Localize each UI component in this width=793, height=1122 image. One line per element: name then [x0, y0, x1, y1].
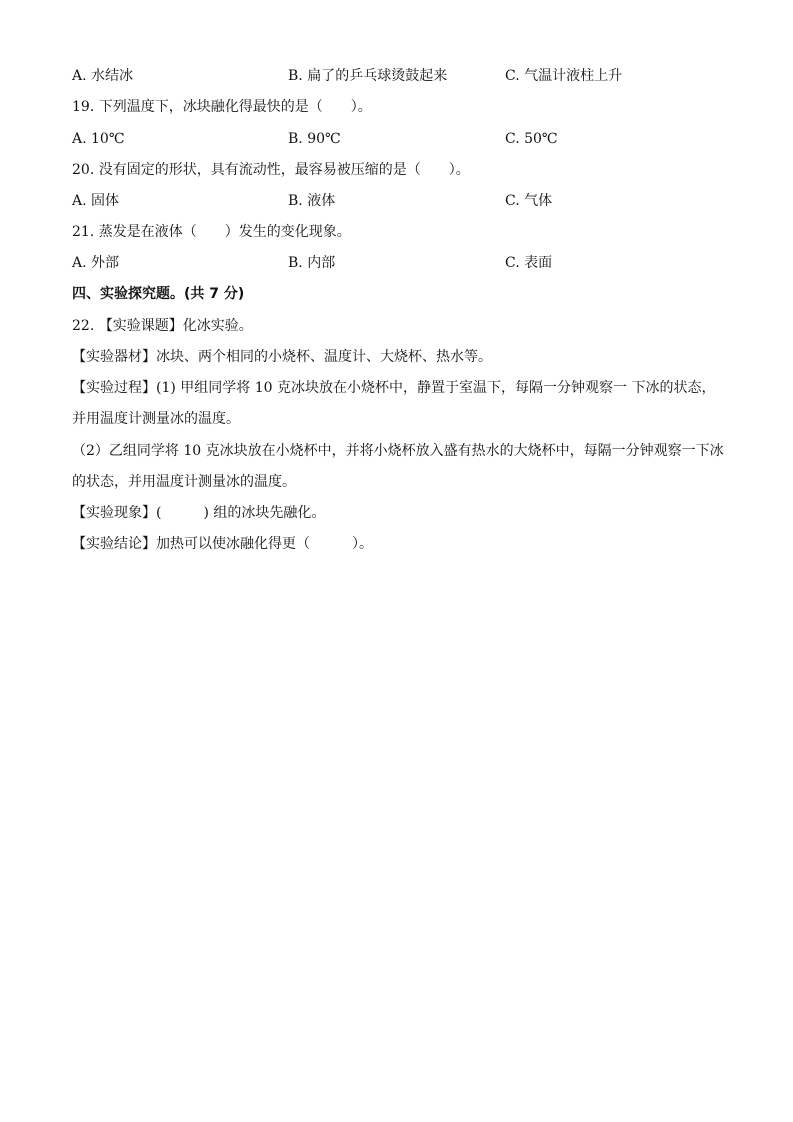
q21-option-a: A. 外部 — [72, 255, 120, 271]
q22-process-1-line-2: 并用温度计测量冰的温度。 — [72, 411, 240, 427]
q20-option-a: A. 固体 — [72, 193, 120, 209]
q21-option-b: B. 内部 — [288, 255, 336, 271]
q21-option-c: C. 表面 — [505, 255, 553, 271]
q19-option-c: C. 50℃ — [505, 131, 558, 147]
q19-option-a: A. 10℃ — [72, 131, 125, 147]
q20-stem: 20. 没有固定的形状，具有流动性，最容易被压缩的是（ ）。 — [72, 162, 470, 178]
q22-process-2-line-1: （2）乙组同学将 10 克冰块放在小烧杯中，并将小烧杯放入盛有热水的大烧杯中，每隔一分钟观察一下冰 — [72, 443, 724, 459]
q18-option-a: A. 水结冰 — [72, 68, 134, 84]
q22-conclusion: 【实验结论】加热可以使冰融化得更（ ）。 — [72, 536, 373, 552]
q22-topic: 22. 【实验课题】化冰实验。 — [72, 318, 253, 334]
q22-materials: 【实验器材】冰块、两个相同的小烧杯、温度计、大烧杯、热水等。 — [72, 349, 492, 365]
q21-stem: 21. 蒸发是在液体（ ）发生的变化现象。 — [72, 224, 351, 240]
q20-option-b: B. 液体 — [288, 193, 336, 209]
q22-process-1-line-1: 【实验过程】(1) 甲组同学将 10 克冰块放在小烧杯中，静置于室温下，每隔一分钟观察一 下冰的状态， — [72, 380, 716, 396]
q20-option-c: C. 气体 — [505, 193, 553, 209]
q18-option-c: C. 气温计液柱上升 — [505, 68, 623, 84]
q18-option-b: B. 扁了的乒乓球烫鼓起来 — [288, 68, 448, 84]
q22-observation: 【实验现象】( ) 组的冰块先融化。 — [72, 505, 326, 521]
q19-option-b: B. 90℃ — [288, 131, 341, 147]
q19-stem: 19. 下列温度下，冰块融化得最快的是（ ）。 — [72, 99, 372, 115]
section-heading: 四、实验探究题。(共 7 分) — [72, 286, 245, 302]
q22-process-2-line-2: 的状态，并用温度计测量冰的温度。 — [72, 474, 296, 490]
